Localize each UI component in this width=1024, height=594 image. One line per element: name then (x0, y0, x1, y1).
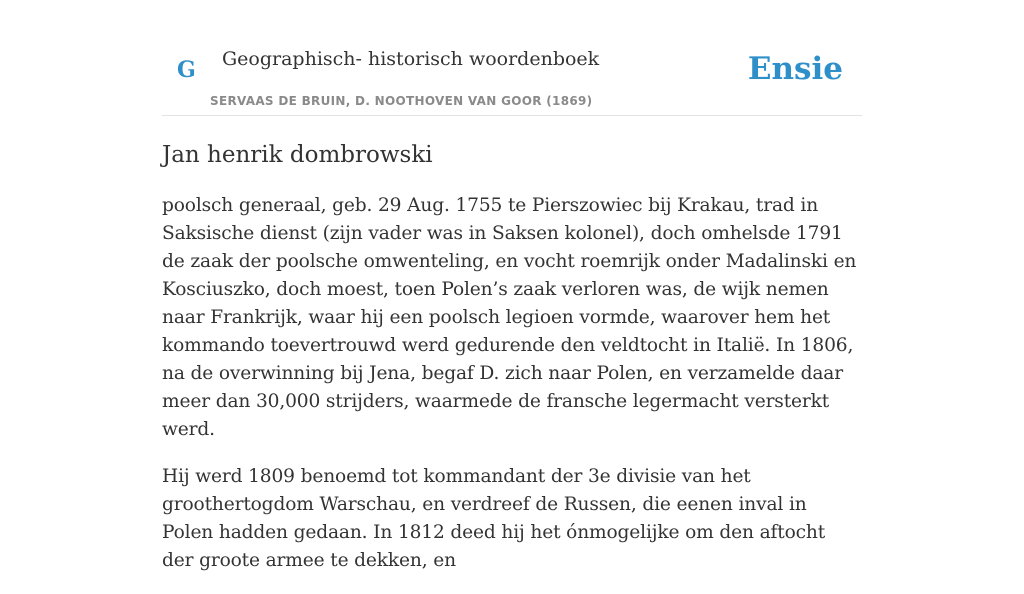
book-letter-icon[interactable]: G (177, 57, 196, 83)
book-title-link[interactable]: Geographisch- historisch woordenboek (222, 48, 600, 70)
book-header (162, 0, 862, 116)
ensie-logo-link[interactable]: Ensie (747, 51, 843, 87)
entry-body (162, 192, 862, 594)
entry-paragraph: Hij werd 1809 benoemd tot kommandant der 3e divisie van het groothertogdom Warschau, en verdreef de Russen, die eenen inval in Polen hadden gedaan. In 1812 deed hij het ónmogelijke om den aftocht der groote armee te dekken, en (162, 466, 826, 571)
entry-title: Jan henrik dombrowski (162, 142, 433, 168)
page (162, 0, 862, 571)
entry-paragraph: poolsch generaal, geb. 29 Aug. 1755 te Pierszowiec bij Krakau, trad in Saksische dienst (zijn vader was in Saksen kolonel), doch omhelsde 1791 de zaak der poolsche omwenteling, en vocht roemrijk onder Madalinski en Kosciuszko, doch moest, toen Polen’s zaak verloren was, de wijk nemen naar Frankrijk, waar hij een poolsch legioen vormde, waarover hem het kommando toevertrouwd werd gedurende den veldtocht in Italië. In 1806, na de overwinning bij Jena, begaf D. zich naar Polen, en verzamelde daar meer dan 30,000 strijders, waarmede de fransche legermacht versterkt werd. (162, 195, 857, 440)
book-authors: SERVAAS DE BRUIN, D. NOOTHOVEN VAN GOOR (1869) (210, 94, 593, 108)
